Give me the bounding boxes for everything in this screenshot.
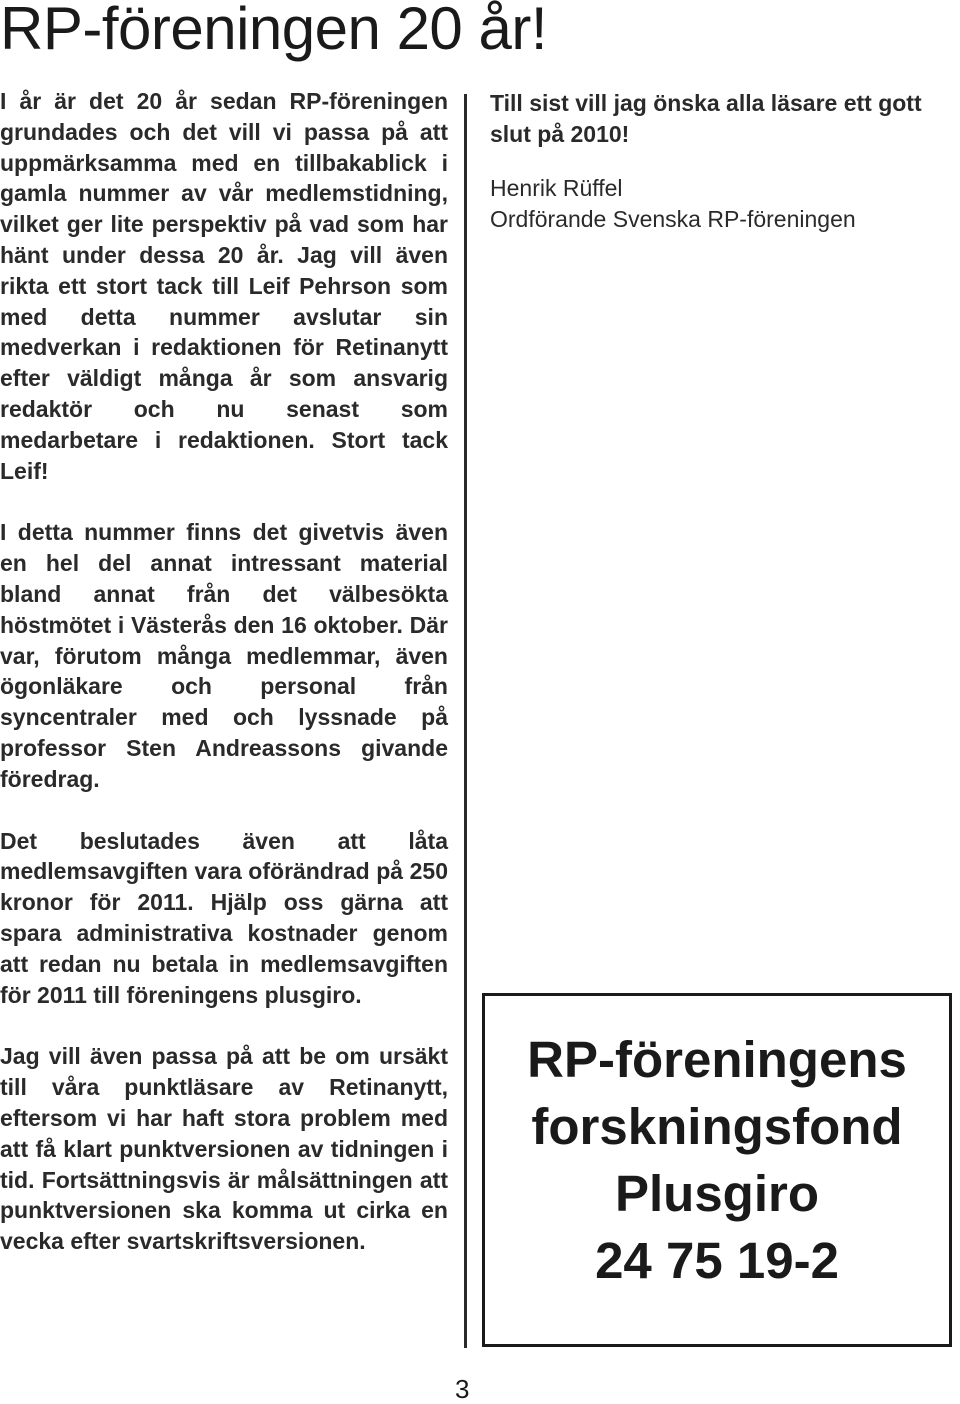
article-paragraph: I år är det 20 år sedan RP-föreningen grundades och det vill vi passa på att uppmärksamma med en tillbakablick i gamla nummer av vår medlemstidning, vilket ger lite perspektiv på vad som har hänt under dessa 20 år. Jag vill även rikta ett stort tack till Leif Pehrson som med detta nummer avslutar sin medverkan i redaktionen för Retinanytt efter väldigt många år som ansvarig redaktör och nu senast som medarbetare i redaktionen. Stort tack Leif!	[0, 88, 448, 484]
article-paragraph: Jag vill även passa på att be om ursäkt till våra punktläsare av Retinanytt, eftersom vi har haft stora problem med att få klart punktversionen av tidningen i tid. Fortsättningsvis är målsättningen att punktversionen ska komma ut cirka en vecka efter svartskriftsversionen.	[0, 1043, 448, 1255]
research-fund-box	[482, 993, 952, 1347]
article-paragraph: I detta nummer finns det givetvis även en hel del annat intressant material bland annat från det välbesökta höstmötet i Västerås den 16 oktober. Där var, förutom många medlemmar, även ögonläkare och personal från syncentraler med och lyssnade på professor Sten Andreassons givande föredrag.	[0, 519, 448, 792]
column-divider	[464, 94, 467, 1348]
fund-account-number: 24 75 19-2	[595, 1232, 839, 1289]
signature-role: Ordförande Svenska RP-föreningen	[490, 206, 856, 232]
signature	[490, 173, 960, 235]
page-number: 3	[455, 1374, 470, 1404]
fund-name-line: RP-föreningens	[527, 1031, 907, 1088]
article-body-left-column	[0, 86, 448, 1288]
page-title: RP-föreningen 20 år!	[0, 0, 547, 62]
fund-type-line: forskningsfond	[531, 1098, 903, 1155]
fund-payment-method: Plusgiro	[614, 1165, 820, 1222]
closing-greeting: Till sist vill jag önska alla läsare ett gott slut på 2010!	[490, 90, 922, 147]
article-paragraph: Det beslutades även att låta medlemsavgiften vara oförändrad på 250 kronor för 2011. Hjälp oss gärna att spara administrativa kostnader genom att redan nu betala in medlemsavgiften för 2011 till föreningens plusgiro.	[0, 827, 448, 1008]
article-body-right-column	[490, 88, 960, 258]
signature-name: Henrik Rüffel	[490, 175, 623, 201]
